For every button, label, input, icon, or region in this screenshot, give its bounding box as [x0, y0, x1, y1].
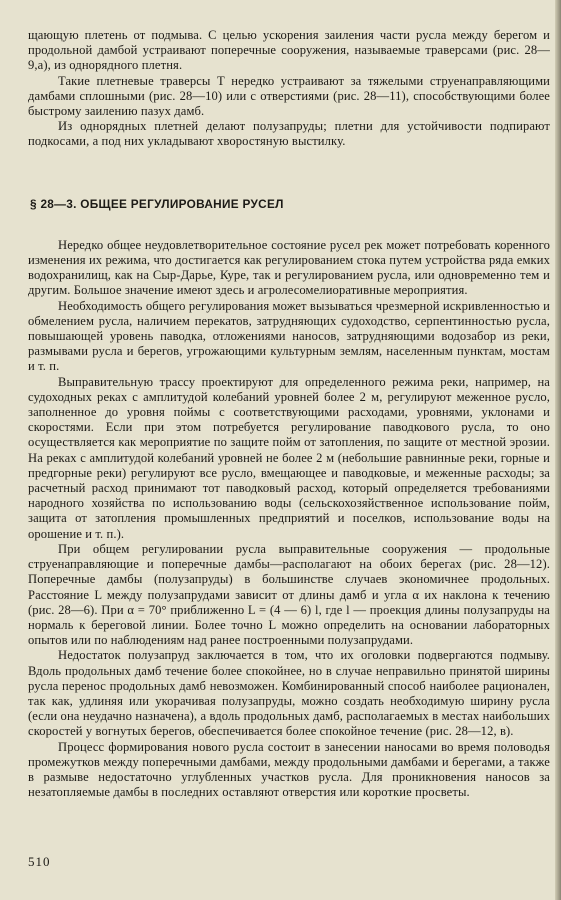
paragraph: Такие плетневые траверсы Т нередко устраивают за тяжелыми струенаправляющими дамбами сплошными (рис. 28—10) или с отверстиями (рис. 28—11), способствующими более быстрому заилению пазух дамб. — [28, 73, 550, 119]
paragraph: Необходимость общего регулирования может вызываться чрезмерной искривленностью и обмелением русла, наличием перекатов, затрудняющих судоходство, серпентинностью русла, повышающей уровень паводка, отложениями наносов, затрудняющими водозабор из реки, размывами русла и берегов, угрожающими культурным землям, населенным пунктам, мостам и т. п. — [28, 298, 550, 374]
paragraph: Недостаток полузапруд заключается в том, что их оголовки подвергаются подмыву. Вдоль продольных дамб течение более спокойнее, но в случае неправильно принятой ширины русла перенос продольных дамб невозможен. Комбинированный способ наиболее рационален, так как, удлиняя или укорачивая полузапруды, можно создать необходимую ширину русла (если она неудачно назначена), а вдоль продольных дамб, располагаемых в местах наибольших скоростей у вогнутых берегов, обеспечивается более спокойное течение (рис. 28—12, в). — [28, 648, 550, 739]
paragraph-continued: щающую плетень от подмыва. С целью ускорения заиления части русла между берегом и продольной дамбой устраивают поперечные сооружения, называемые траверсами (рис. 28—9,а), из однорядного плетня. — [28, 28, 550, 73]
paragraph: При общем регулировании русла выправительные сооружения — продольные струенаправляющие и поперечные дамбы—располагают на обоих берегах (рис. 28—12). Поперечные дамбы (полузапруды) в большинстве случаев экономичнее продольных. Расстояние L между полузапрудами зависит от длины дамб и угла α их наклона к течению (рис. 28—6). При α = 70° приближенно L = (4 — 6) l, где l — проекция длины полузапруды на нормаль к береговой линии. Более точно L можно определить на основании лабораторных опытов или по наблюдениям над ранее построенными полузапрудами. — [28, 541, 550, 648]
page-number: 510 — [28, 854, 51, 869]
paragraph: Нередко общее неудовлетворительное состояние русел рек может потребовать коренного изменения их режима, что достигается как регулированием стока путем устройства ряда емких водохранилищ, как на Сыр-Дарье, Куре, так и регулированием русла, или одновременно тем и другим. Большое значение имеют здесь и агролесомелиоративные мероприятия. — [28, 237, 550, 298]
paragraph: Выправительную трассу проектируют для определенного режима реки, например, на судоходных реках с амплитудой колебаний уровней более 2 м, регулируют меженное русло, заполненное до уровня поймы с соответствующими расходами, уровнями, уклонами и скоростями. Если при этом потребуется регулирование паводкового русла, то оно осуществляется как мероприятие по защите пойм от затопления, по защите от местной эрозии. На реках с амплитудой колебаний уровней не более 2 м (небольшие равнинные реки, горные и предгорные реки) регулируют все русло, вмещающее и паводковые, и меженные расходы; за расчетный расход принимают тот паводковый расход, который определяется требованиями народного хозяйства по использованию воды (сельскохозяйственное использование пойм, защита от затопления промышленных предприятий и поселков, использование воды на орошение и т. п.). — [28, 374, 550, 541]
paragraph: Из однорядных плетней делают полузапруды; плетни для устойчивости подпирают подкосами, а под них укладывают хворостяную выстилку. — [28, 119, 550, 149]
section-heading: § 28—3. ОБЩЕЕ РЕГУЛИРОВАНИЕ РУСЕЛ — [30, 196, 284, 211]
page-body — [28, 28, 550, 800]
page-edge-shadow — [555, 0, 561, 900]
paragraph: Процесс формирования нового русла состоит в занесении наносами во время половодья промежутков между поперечными дамбами, между продольными дамбами и берегами, а также в размыве недостаточно углубленных участков русла. Для проникновения наносов за незатопляемые дамбы в последних оставляют отверстия или короткие просветы. — [28, 739, 550, 800]
